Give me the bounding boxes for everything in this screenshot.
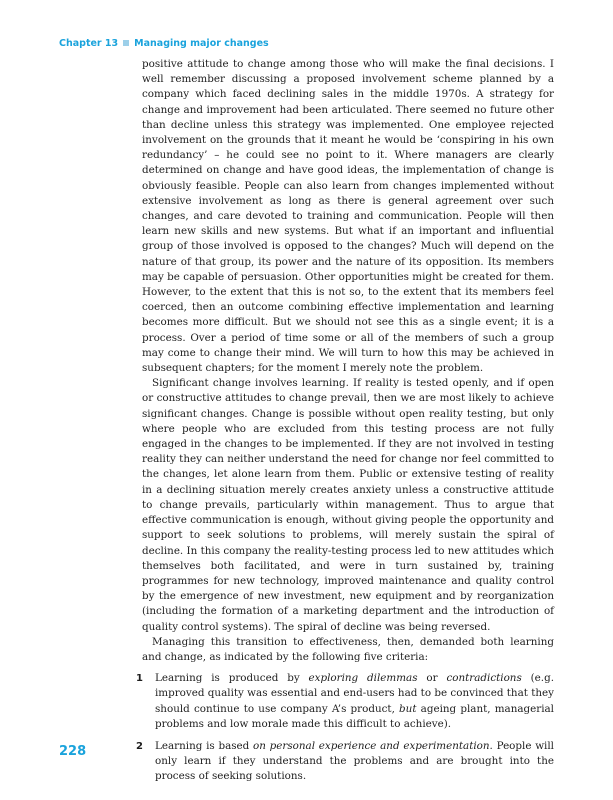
list-text: . People will only learn if they understand the problems and are brought into the process of seeking solutions. xyxy=(155,739,554,783)
list-emphasis: contradictions xyxy=(446,672,522,685)
paragraph: Significant change involves learning. If reality is tested openly, and if open or constructive attitudes to change prevail, then we are most likely to achieve significant changes. Change is possible without open reality testing, but only where people who are excluded from this testing process are not fully engaged in the changes to be implemented. If they are not involved in testing reality they can neither understand the need for change nor feel committed to the changes, let alone learn from them. Public or extensive testing of reality in a declining situation merely creates anxiety unless a constructive attitude to change prevails, particularly within management. Thus to argue that effective communication is enough, without giving people the opportunity and support to seek solutions to problems, will merely sustain the spiral of decline. In this company the reality-testing process led to new attitudes which themselves both facilitated, and were in turn sustained by, training programmes for new technology, improved maintenance and quality control by the emergence of new investment, new equipment and by reorganization (including the formation of a marketing department and the introduction of quality control systems). The spiral of decline was being reversed. xyxy=(142,377,554,633)
paragraph: Managing this transition to effectiveness, then, demanded both learning and change, as indicated by the following five criteria: xyxy=(142,635,554,663)
list-text: Learning is based xyxy=(155,739,254,752)
list-item-number: 1 xyxy=(136,673,143,685)
list-text: or xyxy=(417,672,447,685)
running-head xyxy=(59,38,269,49)
list-text: Learning is produced by xyxy=(155,672,309,685)
body-text xyxy=(136,57,555,792)
chapter-title: Managing major changes xyxy=(134,38,269,49)
list-item xyxy=(136,671,555,732)
list-item-number: 2 xyxy=(136,740,143,752)
page-number: 228 xyxy=(59,744,87,759)
list-item xyxy=(136,739,554,785)
chapter-label: Chapter 13 xyxy=(59,38,119,49)
list-emphasis: exploring dilemmas xyxy=(308,672,418,685)
separator-square-icon xyxy=(123,40,129,46)
list-text: (e.g. improved quality was essential and end-users had to be convinced that they should continue to use company A’s product, xyxy=(155,672,555,715)
list-text: ageing plant, managerial problems and low morale made this difficult to achieve). xyxy=(155,702,554,730)
criteria-list xyxy=(136,671,555,784)
list-emphasis: on personal experience and experimentation xyxy=(253,739,490,752)
paragraph: positive attitude to change among those who will make the final decisions. I well remember discussing a proposed involvement scheme planned by a company which faced declining sales in the middle 1970s. A strategy for change and improvement had been articulated. There seemed no future other than decline unless this strategy was implemented. One employee rejected involvement on the grounds that it meant he would be ‘conspiring in his own redundancy’ – he could see no point to it. Where managers are clearly determined on change and have good ideas, the implementation of change is obviously feasible. People can also learn from changes implemented without extensive involvement as long as there is general agreement over such changes, and care devoted to training and communication. People will then learn new skills and new systems. But what if an important and influential group of those involved is opposed to the changes? Much will depend on the nature of that group, its power and the nature of its opposition. Its members may be capable of persuasion. Other opportunities might be created for them. However, to the extent that this is not so, to the extent that its members feel coerced, then an outcome combining effective implementation and learning becomes more difficult. But we should not see this as a single event; it is a process. Over a period of time some or all of the members of such a group may come to change their mind. We will turn to how this may be achieved in subsequent chapters; for the moment I merely note the problem. xyxy=(142,58,554,375)
list-emphasis: but xyxy=(399,702,417,715)
